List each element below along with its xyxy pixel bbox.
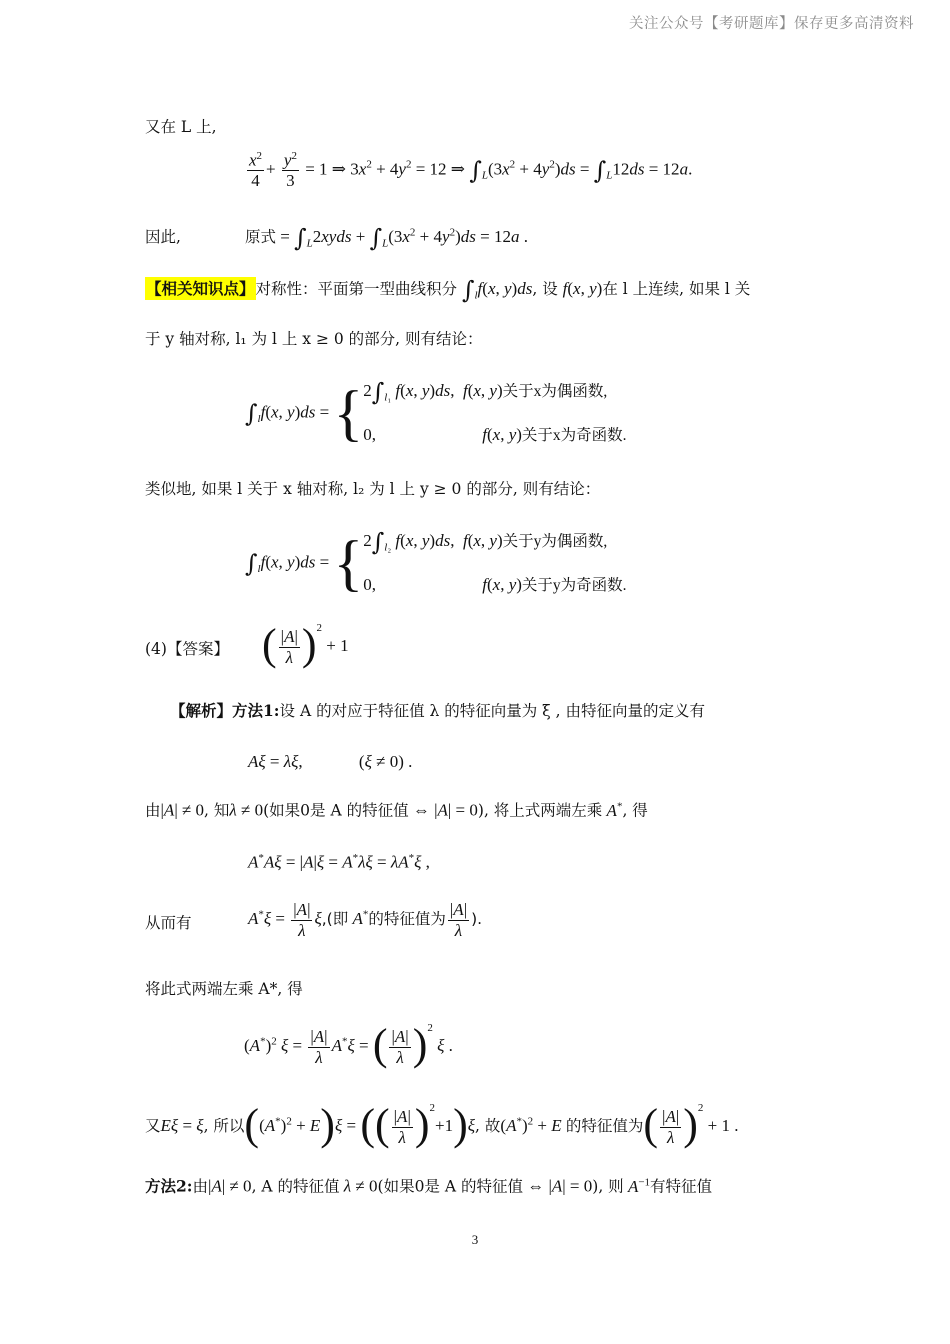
equation-eigen: Aξ = λξ, (ξ ≠ 0) . [248,752,413,771]
text-line: 又在 L 上, [145,118,217,136]
equation-cases-x: $\int_lf(x$, y)ds = { $2\int_{l_1}$ f(x, y)ds, f(x, y)关于x为偶函数, 0, f(x, y)关于x为奇函数. [245,378,627,448]
text-line-conclusion: 又Eξ = ξ, 所以$((A^*)^2 + E)\xi$ = (( $\frac{|A|}{\lambda}$ )$^2$+1)ξ, 故$(A^*)^2 + E$ 的特征值为( $\frac{|A|}{\lambda}$ )$^2$ + 1 . [145,1100,739,1149]
page-header-watermark: 关注公众号【考研题库】保存更多高清资料 [629,16,914,32]
text-line: 将此式两端左乘 A*, 得 [145,980,303,998]
text-line: 由|A| ≠ 0, 知λ ≠ 0(如果0是 A 的特征值 ⇔ |A| = 0), 将上式两端左乘 A*, 得 [145,800,648,820]
analysis-line: 【解析】方法1:设 A 的对应于特征值 λ 的特征向量为 ξ , 由特征向量的定义有 [170,701,706,720]
method-2-line: 方法2:由|A| ≠ 0, A 的特征值 λ ≠ 0(如果0是 A 的特征值 ⇔ |A| = 0), 则 $A^{-1}$有特征值 [145,1176,713,1196]
knowledge-point-tag: 【相关知识点】 [146,279,255,298]
page-number: 3 [471,1232,479,1247]
text-line: 类似地, 如果 l 关于 x 轴对称, l₂ 为 l 上 y ≥ 0 的部分, 则有结论： [145,480,601,498]
text-line: 于 y 轴对称, l₁ 为 l 上 x ≥ 0 的部分, 则有结论： [145,330,483,348]
text-line-thus: 从而有 [145,914,192,932]
text-line-therefore: 因此, [145,228,181,246]
equation-cases-y: $\int_lf(x$, y)ds = { $2\int_{l_2}$ f(x, y)ds, f(x, y)关于y为偶函数, 0, f(x, y)关于y为奇函数. [245,528,627,598]
equation-adjoint-squared: $(A^*)^2$ ξ = $\frac{|A|}{\lambda}$ A*ξ = ( $\frac{|A|}{\lambda}$ )$^2$ ξ . [244,1020,453,1069]
equation-adjoint-eigen: A*ξ = $\frac{|A|}{\lambda}$ ξ,(即 A*的特征值为 $\frac{|A|}{\lambda}$ ). [248,900,483,940]
equation-ellipse: $\frac{x^2}{4}$ + $\frac{y^2}{3}$ = 1 ⇒ $3x^2 + 4y^2 = 12$ ⇒ $\int_L(3x^2 + 4y^2)ds = \int_L12ds = 12a$. [249,150,693,191]
answer-label: (4)【答案】 [145,640,229,658]
equation-result: 原式 = $\int_L2xyds + \int_L(3x^2 + 4y^2)ds = 12a$ . [245,224,528,252]
answer-expression: ( $\frac{|A|}{\lambda}$ )$^2$ + 1 [262,620,349,669]
knowledge-point-line: 【相关知识点】对称性：平面第一型曲线积分 $\int_lf(x$, y)ds, 设 f(x, y)在 l 上连续, 如果 l 关 [146,276,751,304]
equation-adjoint: A*Aξ = |A|ξ = A*λξ = λA*ξ , [248,852,430,872]
